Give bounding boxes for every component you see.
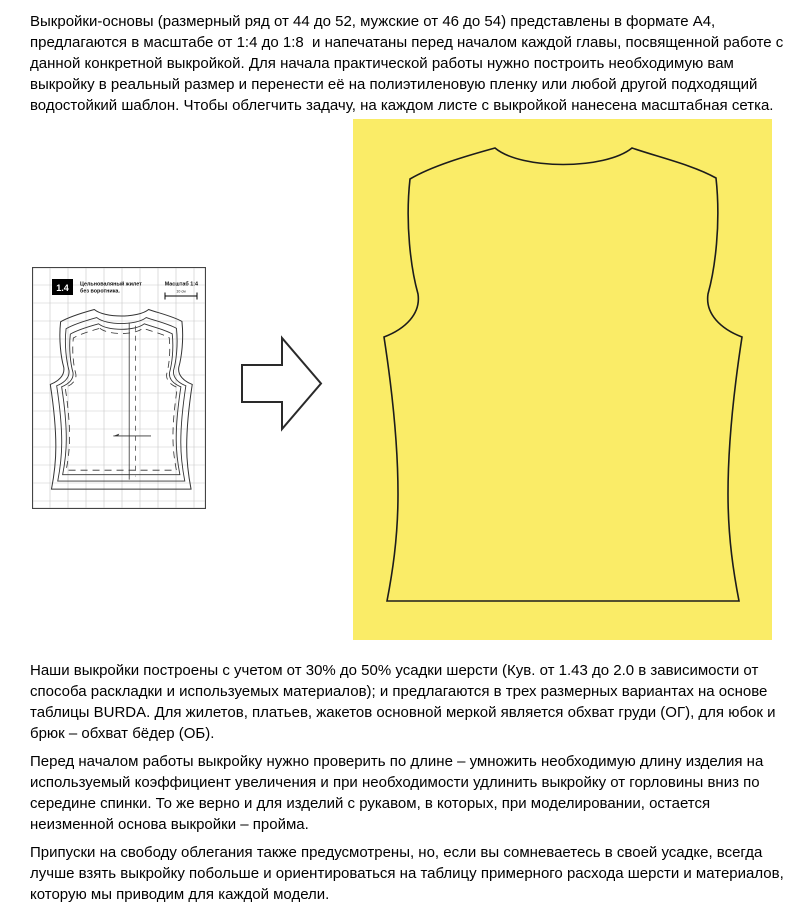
paragraph-intro: Выкройки-основы (размерный ряд от 44 до 52, мужские от 46 до 54) представлены в формате А4, предлагаются в масштабе от 1:4 до 1:8 и напечатаны перед началом каждой главы, посвященной работе с данной конкретной выкройкой. Для начала практической работы нужно построить необходимую вам выкройку в реальный размер и перенести её на полиэтиленовую пленку или любой другой подходящий водостойкий шаблон. Чтобы облегчить задачу, на каждом листе с выкройкой нанесена масштабная сетка. [30, 13, 788, 114]
right-arrow-icon [240, 335, 324, 432]
pattern-sheet-thumbnail [32, 267, 206, 509]
sheet-number: 1.4 [56, 283, 69, 293]
sheet-scale-label: Масштаб 1:4 [164, 281, 198, 288]
paragraph-length-check: Перед началом работы выкройку нужно проверить по длине – умножить необходимую длину изделия на используемый коэффициент увеличения и при необходимости удлинить выкройку от горловины вниз по середине спинки. То же верно и для изделий с рукавом, в которых, при моделировании, остается неизменной основа выкройки – пройма. [30, 753, 768, 833]
yellow-template-panel [353, 119, 772, 640]
sheet-scale-bar-label: 10 см [176, 289, 186, 294]
paragraph-shrinkage: Наши выкройки построены с учетом от 30% до 50% усадки шерсти (Кув. от 1.43 до 2.0 в зависимости от способа раскладки и используемых материалов); и предлагаются в трех размерных вариантах на основе таблицы BURDA. Для жилетов, платьев, жакетов основной меркой является обхват груди (ОГ), для юбок и брюк – обхват бёдер (ОБ). [30, 662, 780, 742]
sheet-title-line1: Цельноваляный жилет [80, 281, 142, 288]
figure-pattern-to-template [0, 119, 800, 640]
vest-template-outline [353, 119, 772, 640]
sheet-title-line2: без воротника. [80, 288, 120, 295]
paragraph-ease-allowance: Припуски на свободу облегания также предусмотрены, но, если вы сомневаетесь в своей усадке, всегда лучше взять выкройку побольше и ориентироваться на таблицу примерного расхода шерсти и материалов, которую мы приводим для каждой модели. [30, 844, 788, 903]
